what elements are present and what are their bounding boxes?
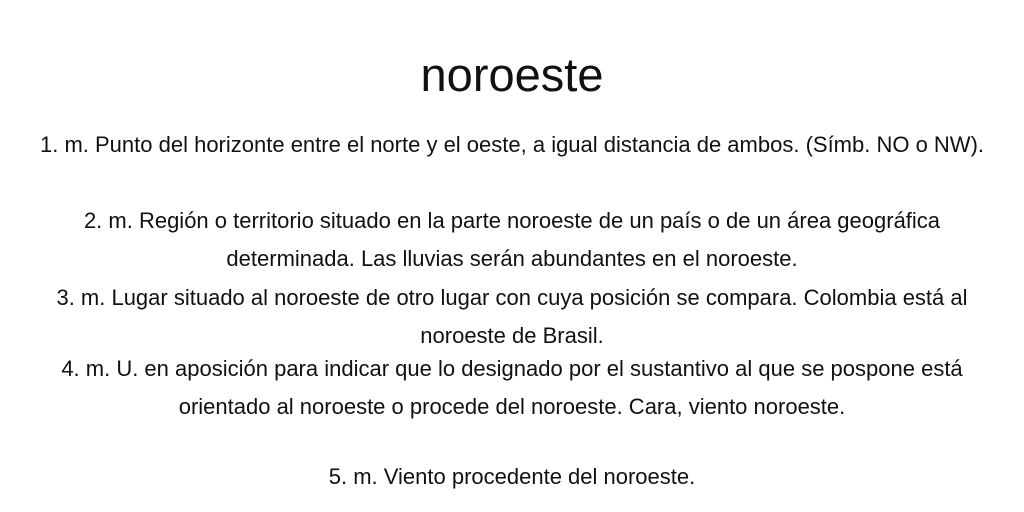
definition-3: 3. m. Lugar situado al noroeste de otro lugar con cuya posición se compara. Colombia está al noroeste de Brasil. bbox=[56, 285, 968, 348]
headword: noroeste bbox=[420, 48, 604, 101]
definition-1: 1. m. Punto del horizonte entre el norte y el oeste, a igual distancia de ambos. (Símb. NO o NW). bbox=[40, 132, 985, 157]
definition-2: 2. m. Región o territorio situado en la parte noroeste de un país o de un área geográfica determinada. Las lluvias serán abundantes en el noroeste. bbox=[83, 208, 941, 271]
definition-5: 5. m. Viento procedente del noroeste. bbox=[328, 464, 696, 489]
definition-4: 4. m. U. en aposición para indicar que lo designado por el sustantivo al que se pospone está orientado al noroeste o procede del noroeste. Cara, viento noroeste. bbox=[61, 356, 963, 419]
